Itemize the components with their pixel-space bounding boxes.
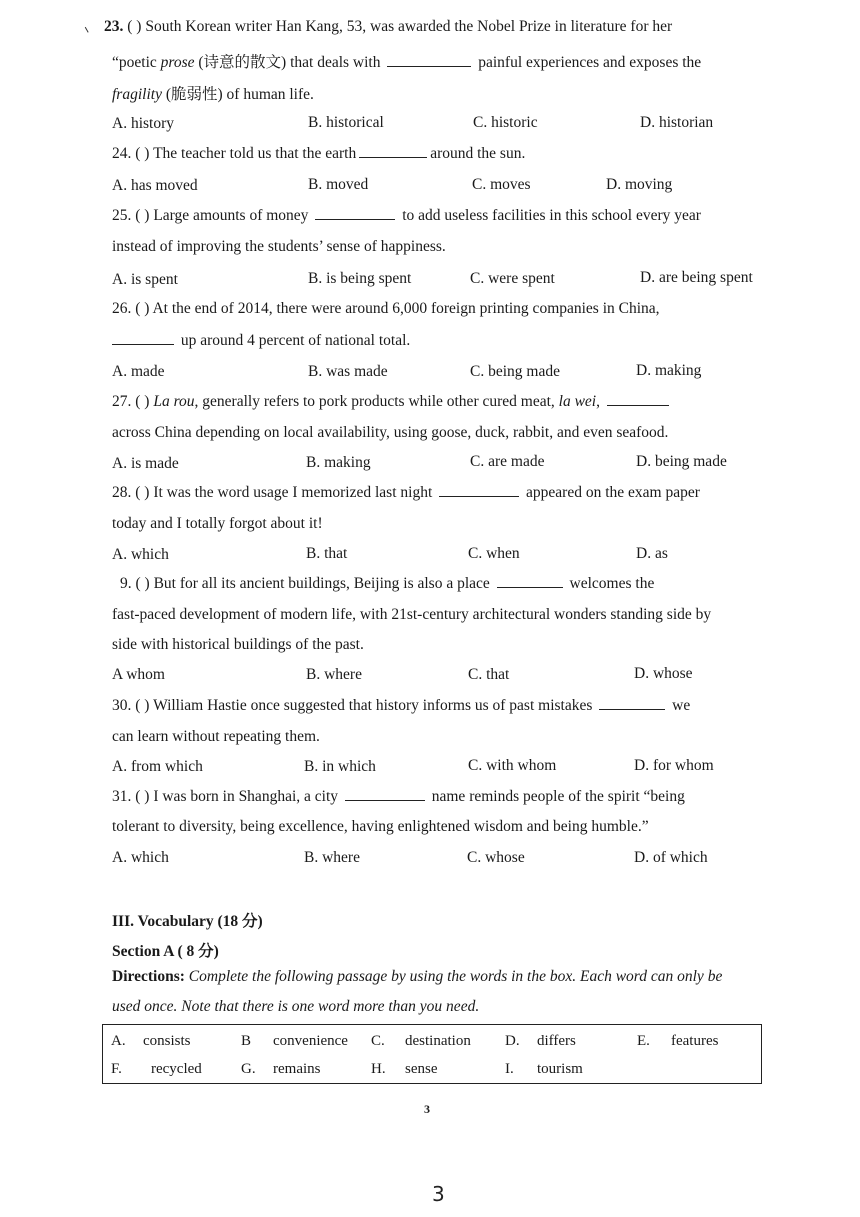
option-a: A. is spent [112, 271, 178, 288]
option-a: A. has moved [112, 177, 198, 194]
word-option: destination [405, 1033, 471, 1049]
directions-text: Complete the following passage by using the words in the box. Each word can only be [184, 968, 723, 985]
subsection-title: Section A ( 8 分) [112, 943, 219, 960]
question-text: The teacher told us that the earth [153, 145, 357, 162]
answer-paren: ( ) [135, 788, 150, 805]
option-c: C. whose [467, 849, 525, 866]
question-text: name reminds people of the spirit “being [431, 788, 685, 805]
question-text: , [596, 393, 600, 410]
answer-blank [607, 404, 669, 406]
option-a: A. which [112, 546, 169, 563]
option-b: B. was made [308, 363, 388, 380]
option-c: C. were spent [470, 270, 555, 287]
answer-blank [345, 799, 425, 801]
question-text: appeared on the exam paper [526, 484, 700, 501]
question-number: 25. [112, 207, 132, 224]
option-c: C. moves [472, 176, 531, 193]
question-number: 28. [112, 484, 132, 501]
option-c: C. that [468, 666, 510, 683]
option-a: A. history [112, 115, 174, 132]
option-b: B. where [304, 849, 360, 866]
word-option: sense [405, 1061, 438, 1077]
question-text: we [672, 697, 691, 714]
question-text: Large amounts of money [153, 207, 309, 224]
answer-paren: ( ) [135, 207, 150, 224]
word-letter: G. [241, 1061, 256, 1077]
word-option: consists [143, 1033, 191, 1049]
word-option: tourism [537, 1061, 583, 1077]
option-c: C. with whom [468, 757, 557, 774]
word-letter: I. [505, 1061, 514, 1077]
option-a: A. made [112, 363, 165, 380]
option-b: B. that [306, 545, 348, 562]
option-b: B. where [306, 666, 362, 683]
option-c: C. when [468, 545, 520, 562]
answer-blank [315, 218, 395, 220]
question-text: today and I totally forgot about it! [112, 515, 323, 532]
answer-blank [359, 156, 427, 158]
option-a: A. from which [112, 758, 203, 775]
answer-paren: ( ) [135, 300, 150, 317]
answer-blank [112, 343, 174, 345]
option-d: D. historian [640, 114, 714, 131]
question-text: side with historical buildings of the past. [112, 636, 364, 653]
question-number: 27. [112, 393, 132, 410]
word-letter: D. [505, 1033, 520, 1049]
option-d: D. are being spent [640, 269, 753, 286]
answer-paren: ( ) [127, 18, 142, 35]
answer-paren: ( ) [135, 697, 150, 714]
word-option: convenience [273, 1033, 348, 1049]
answer-blank [599, 708, 665, 710]
question-text: painful experiences and exposes the [478, 54, 702, 71]
option-d: D. moving [606, 176, 673, 193]
directions-label: Directions: [112, 968, 185, 985]
question-text: across China depending on local availability, using goose, duck, rabbit, and even seafood. [112, 424, 669, 441]
word-option: recycled [151, 1061, 202, 1077]
word-letter: F. [111, 1061, 122, 1077]
question-number: 26. [112, 300, 132, 317]
question-text: At the end of 2014, there were around 6,000 foreign printing companies in China, [152, 300, 660, 317]
question-number: 9. [120, 575, 132, 592]
option-a: A. which [112, 849, 169, 866]
option-c: C. being made [470, 363, 560, 380]
option-c: C. historic [473, 114, 538, 131]
word-letter: B [241, 1033, 252, 1049]
option-d: D. as [636, 545, 668, 562]
word-option: features [671, 1033, 719, 1049]
question-text: welcomes the [569, 575, 655, 592]
question-text: tolerant to diversity, being excellence, having enlightened wisdom and being humble.” [112, 818, 649, 835]
option-a: A whom [112, 666, 165, 683]
question-text: “poetic [112, 54, 161, 71]
question-number: 24. [112, 145, 132, 162]
question-text: fast-paced development of modern life, with 21st-century architectural wonders standing side by [112, 606, 712, 623]
directions-line-1 [112, 968, 722, 986]
answer-paren: ( ) [135, 145, 150, 162]
question-text: South Korean writer Han Kang, 53, was awarded the Nobel Prize in literature for her [145, 18, 673, 35]
answer-paren: ( ) [135, 484, 150, 501]
option-d: D. of which [634, 849, 708, 866]
word-letter: A. [111, 1033, 126, 1049]
question-text: up around 4 percent of national total. [180, 332, 411, 349]
question-number: 30. [112, 697, 132, 714]
option-b: B. in which [304, 758, 376, 775]
margin-mark [85, 25, 91, 32]
section-title: III. Vocabulary (18 分) [112, 913, 263, 930]
answer-blank [439, 495, 519, 497]
question-text: fragility [112, 86, 162, 103]
option-b: B. historical [308, 114, 384, 131]
answer-paren: ( ) [135, 393, 150, 410]
option-b: B. is being spent [308, 270, 412, 287]
word-letter: E. [637, 1033, 650, 1049]
option-d: D. making [636, 362, 702, 379]
directions-line-2: used once. Note that there is one word more than you need. [112, 998, 480, 1015]
word-letter: H. [371, 1061, 386, 1077]
option-d: D. for whom [634, 757, 714, 774]
option-d: D. whose [634, 665, 693, 682]
option-a: A. is made [112, 455, 179, 472]
answer-blank [387, 65, 471, 67]
question-text: prose [160, 54, 195, 71]
page-number-footer: 3 [432, 1182, 445, 1206]
question-text: It was the word usage I memorized last night [153, 484, 433, 501]
question-number: 31. [112, 788, 132, 805]
option-d: D. being made [636, 453, 727, 470]
question-text: , generally refers to pork products while other cured meat, [194, 393, 559, 410]
word-option: remains [273, 1061, 321, 1077]
question-text: can learn without repeating them. [112, 728, 320, 745]
word-letter: C. [371, 1033, 385, 1049]
question-text: around the sun. [430, 145, 526, 162]
answer-blank [497, 586, 563, 588]
option-b: B. moved [308, 176, 369, 193]
question-text: (诗意的散文) that deals with [194, 54, 381, 71]
question-text: to add useless facilities in this school every year [402, 207, 701, 224]
question-text: William Hastie once suggested that history informs us of past mistakes [153, 697, 593, 714]
option-c: C. are made [470, 453, 545, 470]
question-number: 23. [104, 18, 124, 35]
question-text: La rou [153, 393, 195, 410]
option-b: B. making [306, 454, 371, 471]
question-text: la wei [558, 393, 597, 410]
word-option: differs [537, 1033, 576, 1049]
answer-paren: ( ) [135, 575, 150, 592]
question-text: instead of improving the students’ sense of happiness. [112, 238, 446, 255]
page-number: 3 [424, 1102, 430, 1116]
question-text: (脆弱性) of human life. [161, 86, 314, 103]
word-box [102, 1024, 762, 1084]
question-text: But for all its ancient buildings, Beijing is also a place [153, 575, 490, 592]
question-text: I was born in Shanghai, a city [153, 788, 338, 805]
